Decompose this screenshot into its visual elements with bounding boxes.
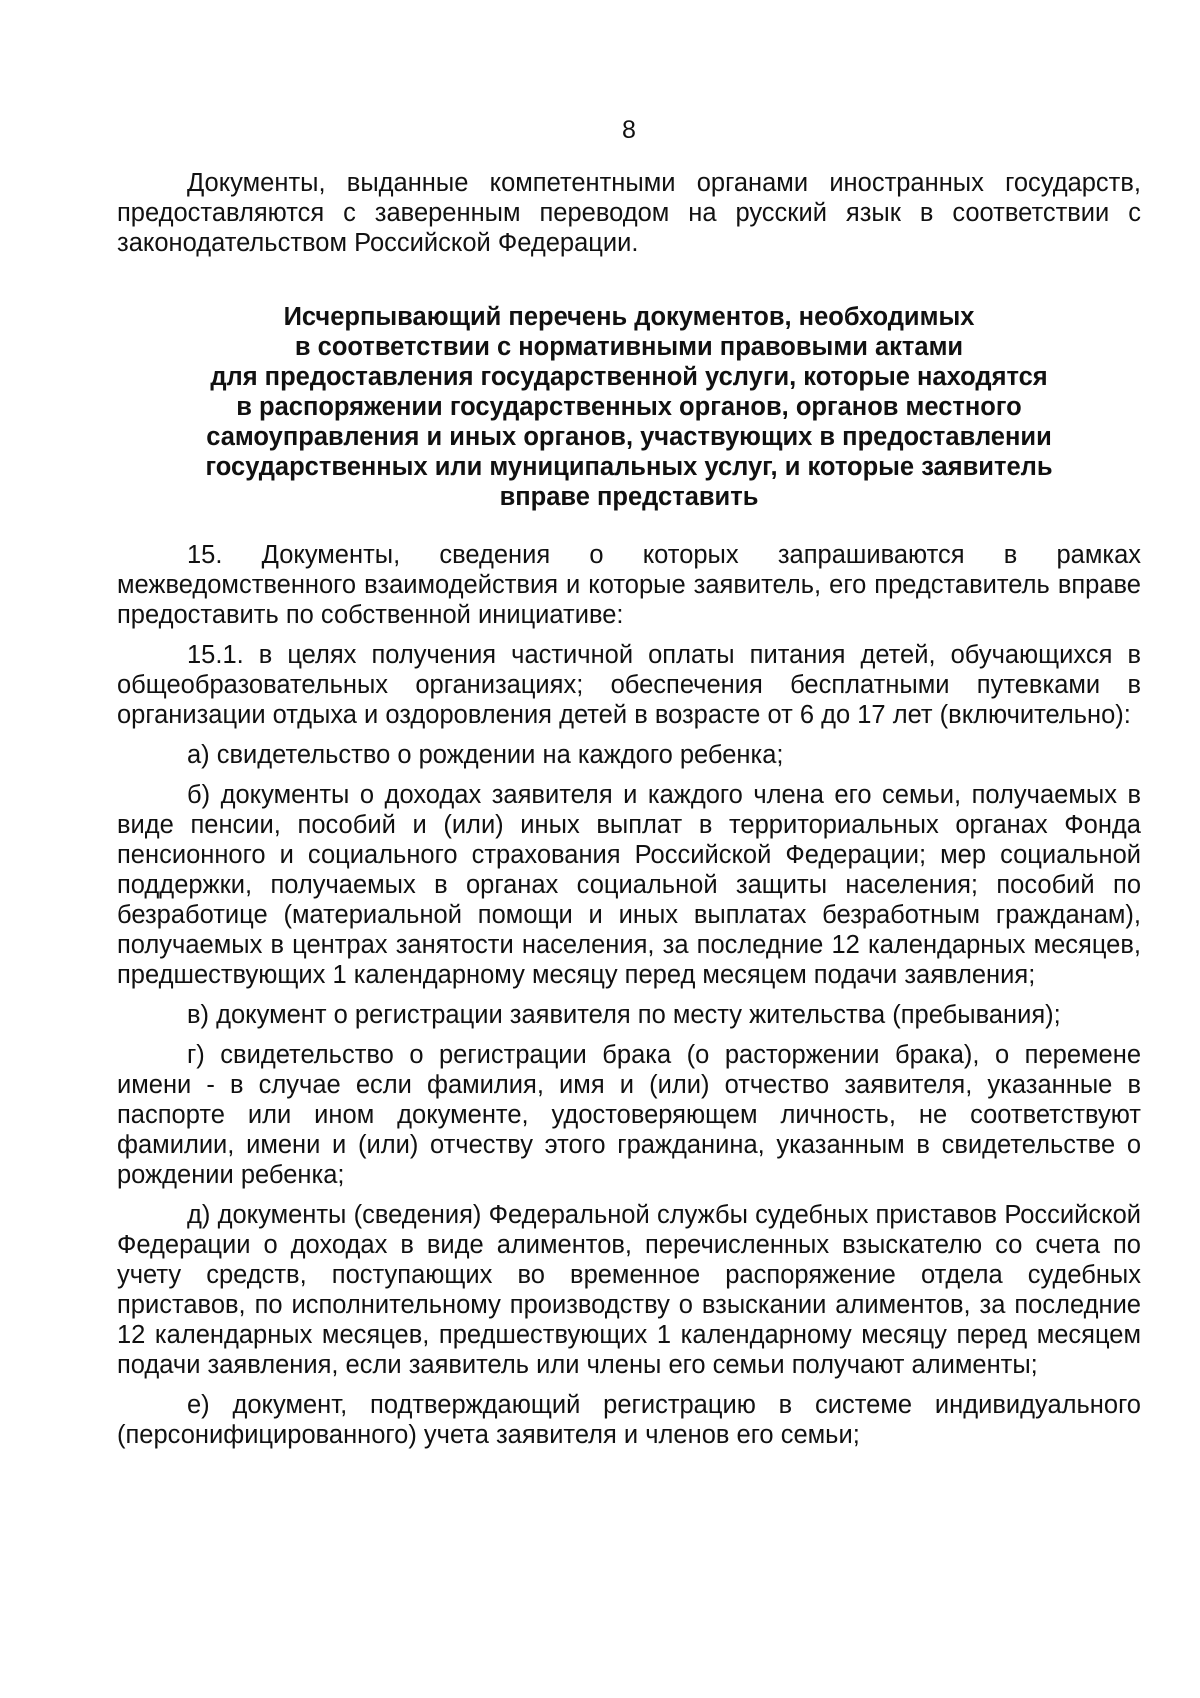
heading-line: вправе представить xyxy=(499,483,759,511)
heading-line: для предоставления государственной услуги, которые находятся xyxy=(210,363,1048,391)
heading-line: самоуправления и иных органов, участвующих в предоставлении xyxy=(206,423,1052,451)
heading-line: в соответствии с нормативными правовыми актами xyxy=(294,333,964,361)
paragraph-item-15-1: 15.1. в целях получения частичной оплаты питания детей, обучающихся в общеобразовательных организациях; обеспечения бесплатными путевками в организации отдыха и оздоровления детей в возрасте от 6 до 17 лет (включительно): xyxy=(117,641,1141,729)
document-body xyxy=(117,168,1141,1450)
heading-line: государственных или муниципальных услуг, и которые заявитель xyxy=(205,453,1053,481)
paragraph-item-15: 15. Документы, сведения о которых запрашиваются в рамках межведомственного взаимодействия и которые заявитель, его представитель вправе предоставить по собственной инициативе: xyxy=(117,541,1141,629)
intro-paragraph: Документы, выданные компетентными органами иностранных государств, предоставляются с заверенным переводом на русский язык в соответствии с законодательством Российской Федерации. xyxy=(117,169,1141,257)
page-number: 8 xyxy=(622,116,636,144)
list-item-g: г) свидетельство о регистрации брака (о расторжении брака), о перемене имени - в случае если фамилия, имя и (или) отчество заявителя, указанные в паспорте или ином документе, удостоверяющем личность, не соответствуют фамилии, имени и (или) отчеству этого гражданина, указанным в свидетельстве о рождении ребенка; xyxy=(117,1041,1141,1189)
list-item-e: е) документ, подтверждающий регистрацию в системе индивидуального (персонифицированного) учета заявителя и членов его семьи; xyxy=(117,1391,1141,1449)
list-item-a: а) свидетельство о рождении на каждого ребенка; xyxy=(187,741,784,769)
list-item-b: б) документы о доходах заявителя и каждого члена его семьи, получаемых в виде пенсии, пособий и (или) иных выплат в территориальных органах Фонда пенсионного и социального страхования Российской Федерации; мер социальной поддержки, получаемых в органах социальной защиты населения; пособий по безработице (материальной помощи и иных выплатах безработным гражданам), получаемых в центрах занятости населения, за последние 12 календарных месяцев, предшествующих 1 календарному месяцу перед месяцем подачи заявления; xyxy=(117,781,1141,989)
heading-line: Исчерпывающий перечень документов, необходимых xyxy=(283,303,975,331)
list-item-d: д) документы (сведения) Федеральной службы судебных приставов Российской Федерации о доходах в виде алиментов, перечисленных взыскателю со счета по учету средств, поступающих во временное распоряжение отдела судебных приставов, по исполнительному производству о взыскании алиментов, за последние 12 календарных месяцев, предшествующих 1 календарному месяцу перед месяцем подачи заявления, если заявитель или члены его семьи получают алименты; xyxy=(117,1201,1141,1379)
heading-line: в распоряжении государственных органов, органов местного xyxy=(236,393,1022,421)
list-item-v: в) документ о регистрации заявителя по месту жительства (пребывания); xyxy=(187,1001,1061,1029)
section-heading xyxy=(117,302,1141,512)
